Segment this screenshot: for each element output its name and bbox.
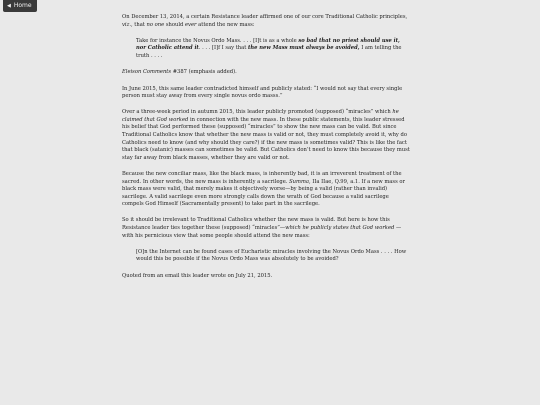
paragraph-1: On December 13, 2014, a certain Resistance leader affirmed one of our core Traditional Catholic principles, viz., that no one should ever attend the new mass: xyxy=(122,14,408,28)
home-button[interactable] xyxy=(3,0,37,12)
article-body xyxy=(122,14,410,289)
paragraph-6: Quoted from an email this leader wrote on July 21, 2015. xyxy=(122,272,273,279)
home-label: Home xyxy=(13,2,32,9)
blockquote-1: Take for instance the Novus Ordo Mass. . . . [I]t is as a whole so bad that no priest should use it, nor Catholic attend it. . . . [I]f I say that the new Mass must always be avoided, I am telling the truth . . . . xyxy=(136,37,402,59)
left-arrow-icon: ◀ xyxy=(7,2,11,9)
paragraph-3: Over a three-week period in autumn 2015, this leader publicly promoted (supposed) “miracles” which he claimed that God worked in connection with the new mass. In these public statements, this leader stressed his belief that God performed these (supposed) “miracles” to show the new mass can be valid. But since Traditional Catholics know that whether the new mass is valid or not, they must completely avoid it, why do Catholics need to know (and why should they care?) if the new mass is sometimes valid? This is like the fact that black (satanic) masses can sometimes be valid. But Catholics don’t need to know this because they must stay far away from black masses, whether they are valid or not. xyxy=(122,109,410,161)
citation-1: Eleison Comments #387 (emphasis added). xyxy=(122,69,237,76)
paragraph-4: Because the new conciliar mass, like the black mass, is inherently bad, it is an irreverent treatment of the sacred. In other words, the new mass is inherently a sacrilege. Summa, IIa IIae, Q.99, a.1. If a new mass or black mass were valid, that merely makes it objectively worse—by being a valid (rather than invalid) sacrilege. A valid sacrilege even more strongly calls down the wrath of God because a valid sacrilege compels God Himself (Sacramentally present) to take part in the sacrilege. xyxy=(122,170,405,208)
blockquote-2: [O]n the Internet can be found cases of Eucharistic miracles involving the Novus Ordo Mass . . . . How would this be possible if the Novus Ordo Mass was absolutely to be avoided? xyxy=(136,248,407,263)
paragraph-2: In June 2015, this same leader contradicted himself and publicly stated: “I would not say that every single person must stay away from every single novus ordo masss.” xyxy=(122,85,403,100)
paragraph-5: So it should be irrelevant to Traditional Catholics whether the new mass is valid. But here is how this Resistance leader ties together these (supposed) “miracles”—which he publicly states that God worked — with his pernicious view that some people should attend the new mass: xyxy=(122,217,402,239)
